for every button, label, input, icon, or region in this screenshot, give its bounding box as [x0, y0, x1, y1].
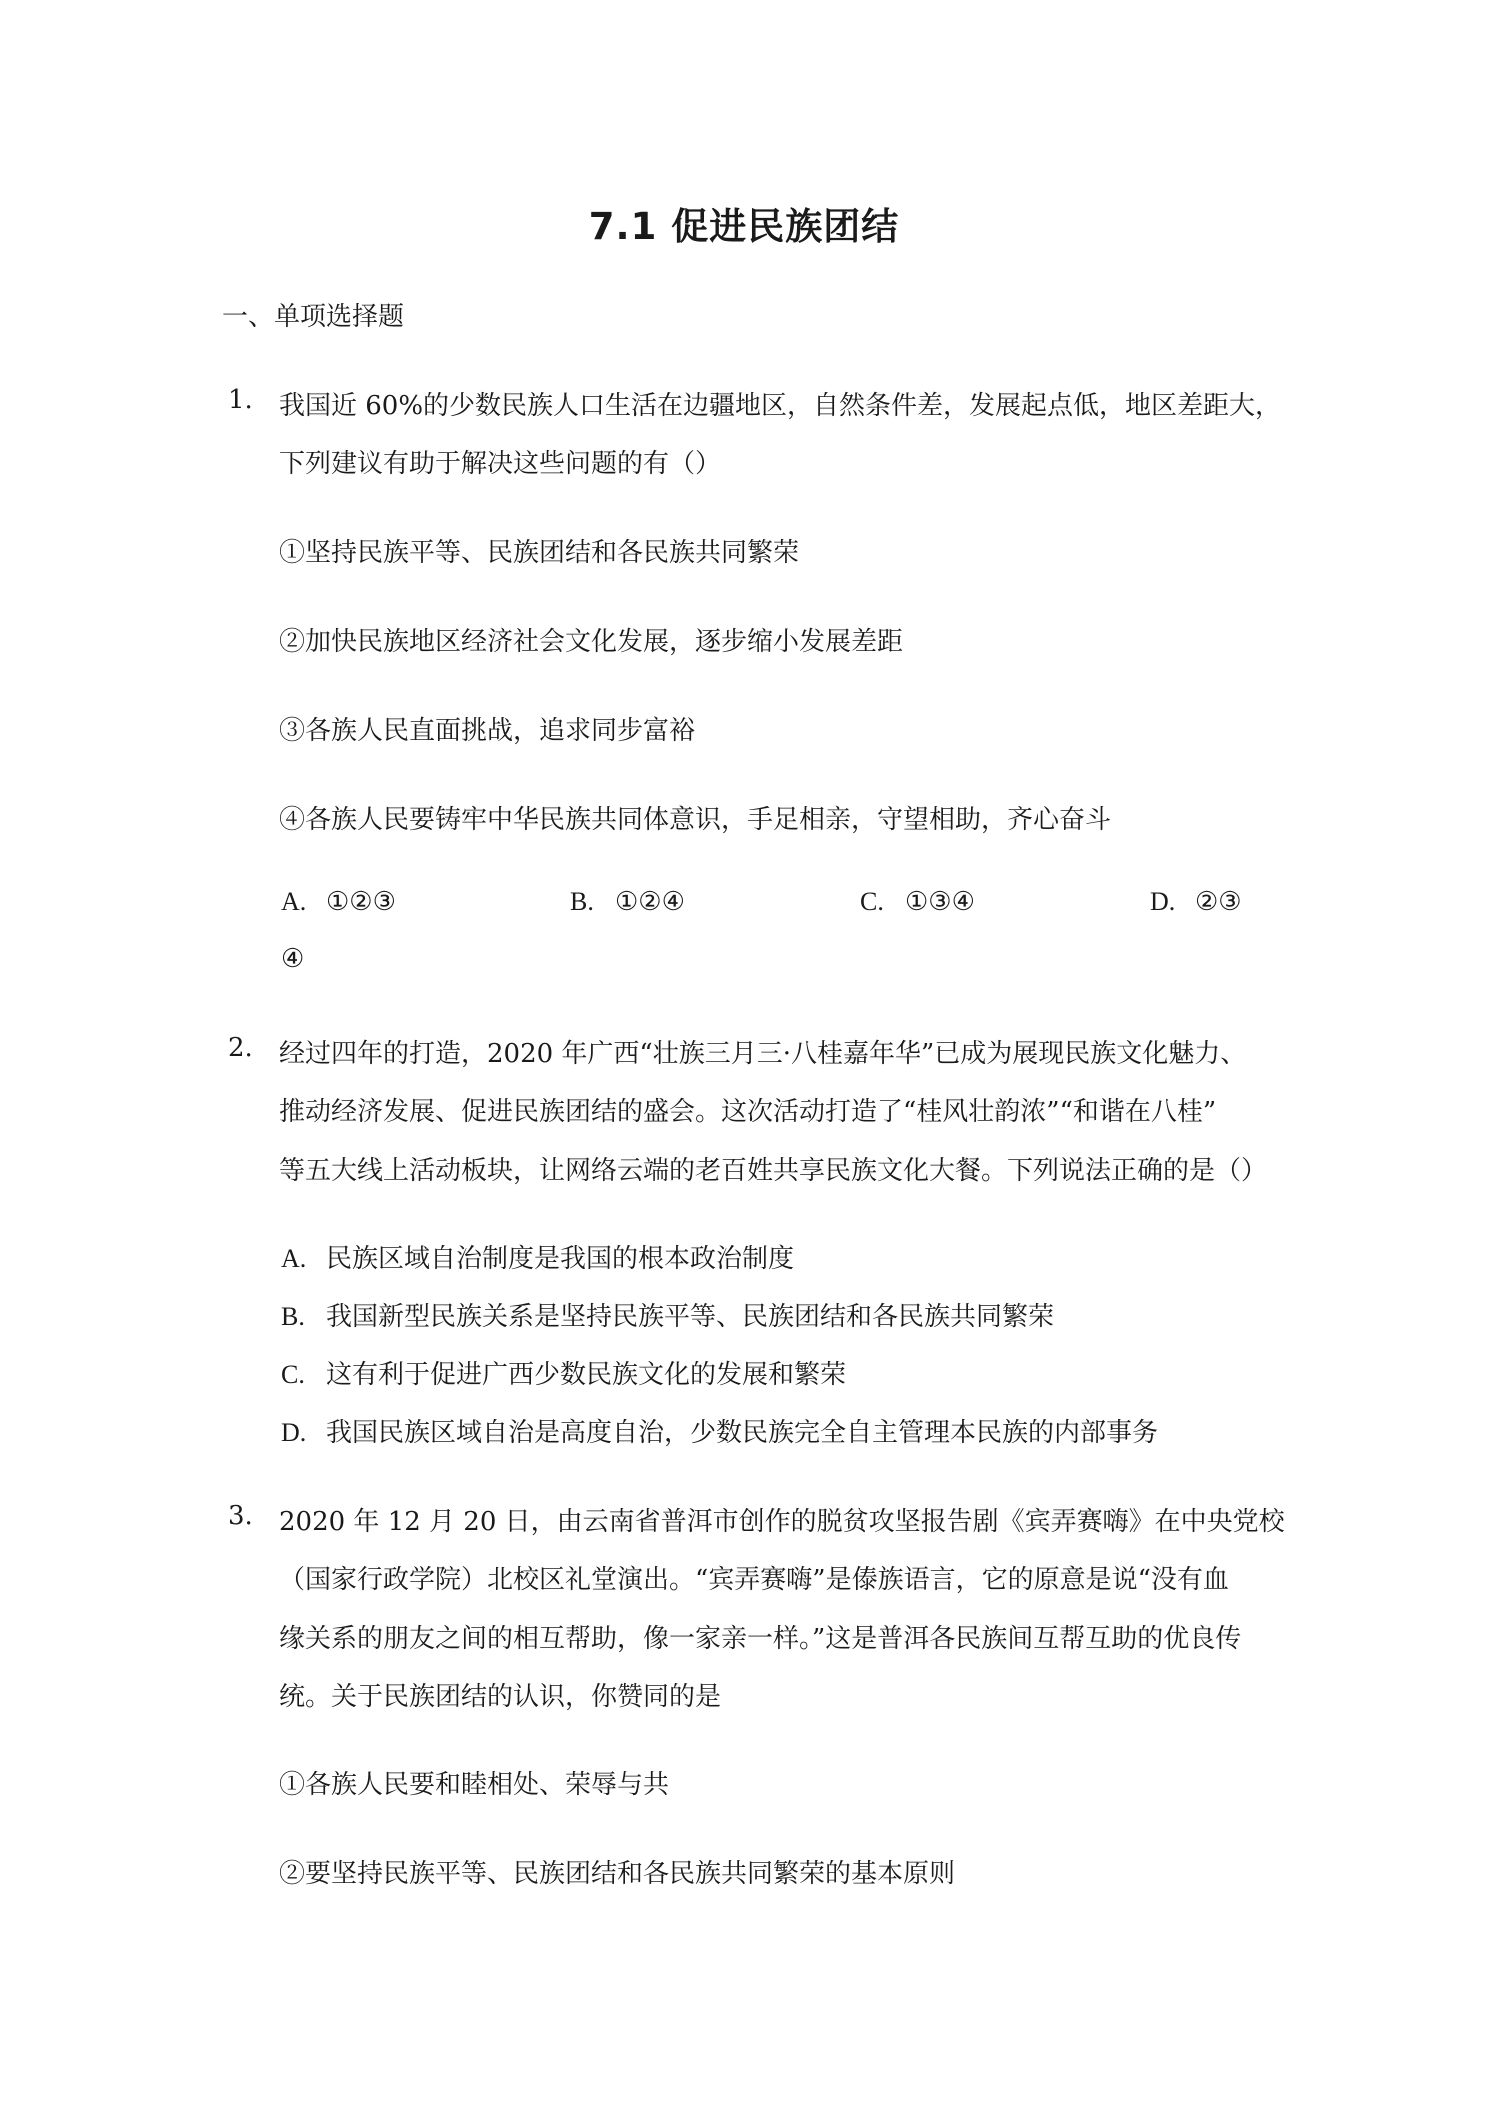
option-letter: D.	[1150, 887, 1176, 916]
option-text: ①②④	[615, 887, 685, 917]
option-letter: C.	[860, 887, 884, 916]
question-1-line: 我国近 60%的少数民族人口生活在边疆地区，自然条件差，发展起点低，地区差距大，	[279, 391, 1282, 421]
question-1-statement: ③各族人民直面挑战，追求同步富裕	[279, 716, 696, 746]
question-3-line: 缘关系的朋友之间的相互帮助，像一家亲一样。”这是普洱各民族间互帮互助的优良传	[279, 1624, 1242, 1654]
question-3-statement: ②要坚持民族平等、民族团结和各民族共同繁荣的基本原则	[279, 1859, 956, 1889]
option-letter: B.	[570, 887, 594, 916]
option-letter: D.	[281, 1418, 307, 1447]
option-letter: A.	[281, 1244, 307, 1273]
question-1-statement: ②加快民族地区经济社会文化发展，逐步缩小发展差距	[279, 627, 904, 657]
question-2-option-d	[281, 1412, 1158, 1449]
question-1-option-c	[860, 887, 975, 917]
page-title: 7.1 促进民族团结	[588, 205, 900, 248]
question-3-line: （国家行政学院）北校区礼堂演出。“宾弄赛嗨”是傣族语言，它的原意是说“没有血	[279, 1565, 1229, 1595]
question-1-line: 下列建议有助于解决这些问题的有（）	[279, 449, 722, 479]
question-3-number: 3.	[228, 1501, 253, 1531]
question-1-option-d	[1150, 887, 1242, 917]
option-text: 这有利于促进广西少数民族文化的发展和繁荣	[326, 1360, 847, 1390]
question-1-statement: ④各族人民要铸牢中华民族共同体意识，手足相亲，守望相助，齐心奋斗	[279, 805, 1112, 835]
question-1-statement: ①坚持民族平等、民族团结和各民族共同繁荣	[279, 538, 800, 568]
option-text: 民族区域自治制度是我国的根本政治制度	[326, 1244, 795, 1274]
section-heading: 一、单项选择题	[222, 302, 405, 332]
option-text: ②③	[1195, 887, 1242, 917]
question-2-option-b	[281, 1296, 1054, 1333]
question-1-option-d-wrap: ④	[281, 944, 305, 974]
option-letter: B.	[281, 1302, 305, 1331]
question-2-line: 推动经济发展、促进民族团结的盛会。这次活动打造了“桂风壮韵浓”“和谐在八桂”	[279, 1097, 1217, 1127]
question-1-number: 1.	[228, 385, 253, 415]
question-1-option-b	[570, 887, 685, 917]
question-3-statement: ①各族人民要和睦相处、荣辱与共	[279, 1770, 670, 1800]
option-text: ①②③	[326, 887, 396, 917]
question-2-option-a	[281, 1238, 794, 1275]
question-2-option-c	[281, 1354, 846, 1391]
option-letter: C.	[281, 1360, 305, 1389]
question-2-number: 2.	[228, 1033, 253, 1063]
question-2-line: 等五大线上活动板块，让网络云端的老百姓共享民族文化大餐。下列说法正确的是（）	[279, 1156, 1268, 1186]
option-text: ①③④	[905, 887, 975, 917]
option-letter: A.	[281, 887, 307, 916]
question-3-line: 统。关于民族团结的认识，你赞同的是	[279, 1682, 722, 1712]
option-text: 我国新型民族关系是坚持民族平等、民族团结和各民族共同繁荣	[326, 1302, 1055, 1332]
question-3-line: 2020 年 12 月 20 日，由云南省普洱市创作的脱贫攻坚报告剧《宾弄赛嗨》在中央党校	[279, 1507, 1285, 1537]
question-2-line: 经过四年的打造，2020 年广西“壮族三月三·八桂嘉年华”已成为展现民族文化魅力、	[279, 1039, 1247, 1069]
question-1-option-a	[281, 887, 396, 917]
option-text: 我国民族区域自治是高度自治，少数民族完全自主管理本民族的内部事务	[326, 1418, 1159, 1448]
